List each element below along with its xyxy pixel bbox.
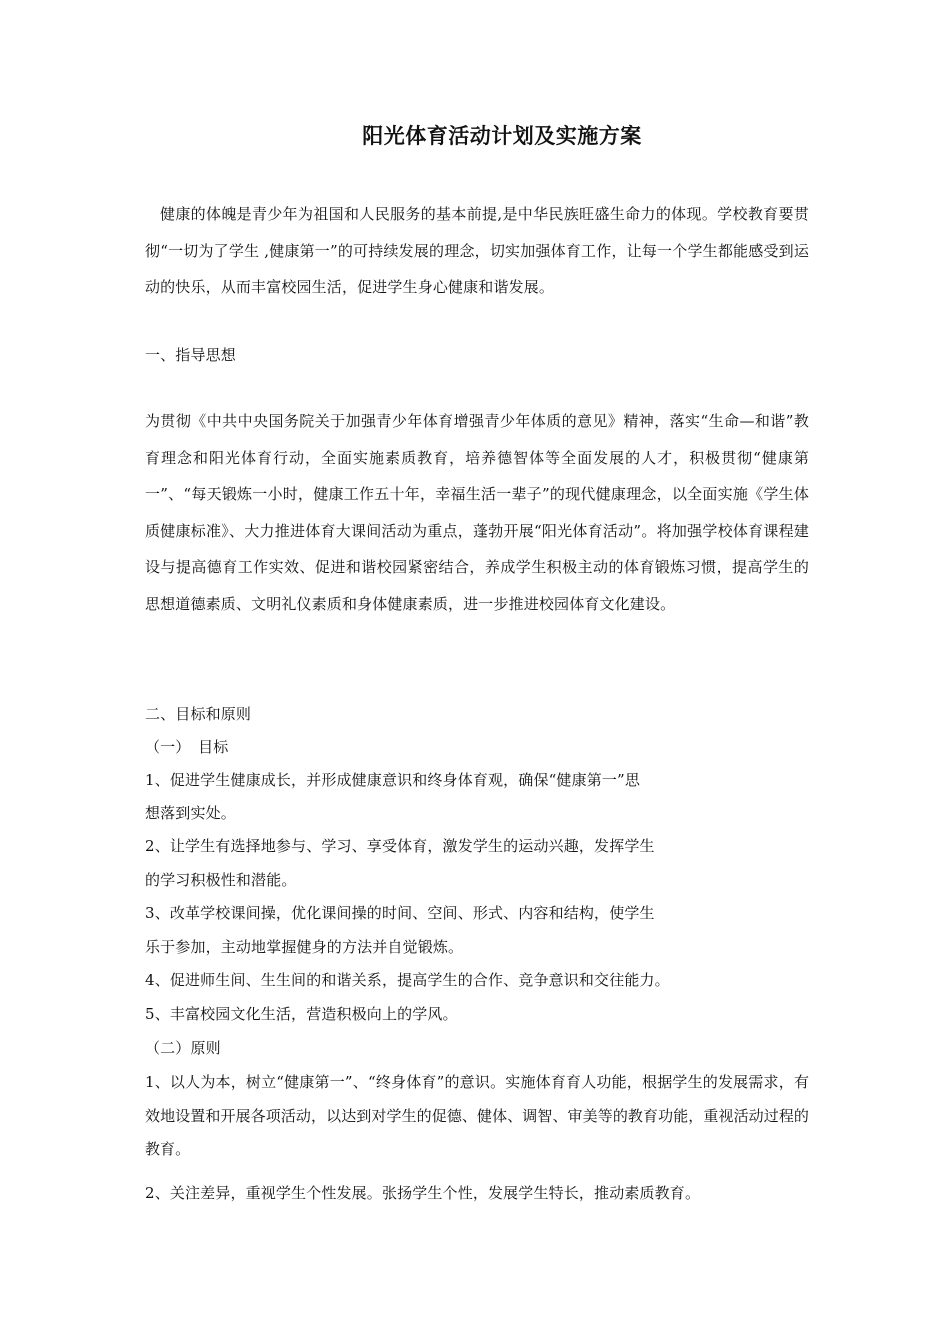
- goal-line: 5、丰富校园文化生活，营造积极向上的学风。: [145, 1005, 458, 1023]
- intro-paragraph: 健康的体魄是青少年为祖国和人民服务的基本前提,是中华民族旺盛生命力的体现。学校教育要贯彻“一切为了学生 ,健康第一”的可持续发展的理念，切实加强体育工作，让每一个学生都能感受到运动的快乐，从而丰富校园生活，促进学生身心健康和谐发展。: [145, 205, 809, 296]
- principle-paragraph: 1、以人为本，树立“健康第一”、“终身体育”的意识。实施体育育人功能，根据学生的发展需求，有效地设置和开展各项活动，以达到对学生的促德、健体、调智、审美等的教育功能，重视活动过程的教育。: [145, 1073, 809, 1158]
- goal-line: 乐于参加，主动地掌握健身的方法并自觉锻炼。: [145, 938, 464, 956]
- subheading-principles: （二）原则: [145, 1039, 221, 1057]
- section-heading-guiding: 一、指导思想: [145, 346, 236, 364]
- goal-line: 的学习积极性和潜能。: [145, 871, 297, 889]
- guiding-paragraph: 为贯彻《中共中央国务院关于加强青少年体育增强青少年体质的意见》精神，落实“生命—和谐”教育理念和阳光体育行动，全面实施素质教育，培养德智体等全面发展的人才，积极贯彻“健康第一”、“每天锻炼一小时，健康工作五十年，幸福生活一辈子”的现代健康理念，以全面实施《学生体质健康标准》、大力推进体育大课间活动为重点，蓬勃开展“阳光体育活动”。将加强学校体育课程建设与提高德育工作实效、促进和谐校园紧密结合，养成学生积极主动的体育锻炼习惯，提高学生的思想道德素质、文明礼仪素质和身体健康素质，进一步推进校园体育文化建设。: [145, 412, 809, 613]
- section-heading-goals-principles: 二、目标和原则: [145, 705, 252, 723]
- principle-line: 2、关注差异，重视学生个性发展。张扬学生个性，发展学生特长，推动素质教育。: [145, 1184, 701, 1202]
- goal-line: 想落到实处。: [145, 804, 236, 822]
- goal-line: 2、让学生有选择地参与、学习、享受体育，激发学生的运动兴趣，发挥学生: [145, 837, 655, 855]
- goal-line: 3、改革学校课间操，优化课间操的时间、空间、形式、内容和结构，使学生: [145, 904, 655, 922]
- document-title: 阳光体育活动计划及实施方案: [362, 123, 642, 148]
- goal-line: 1、促进学生健康成长，并形成健康意识和终身体育观，确保“健康第一”思: [145, 771, 640, 789]
- subheading-goals: （一） 目标: [145, 738, 229, 756]
- goal-line: 4、促进师生间、生生间的和谐关系，提高学生的合作、竞争意识和交往能力。: [145, 971, 670, 989]
